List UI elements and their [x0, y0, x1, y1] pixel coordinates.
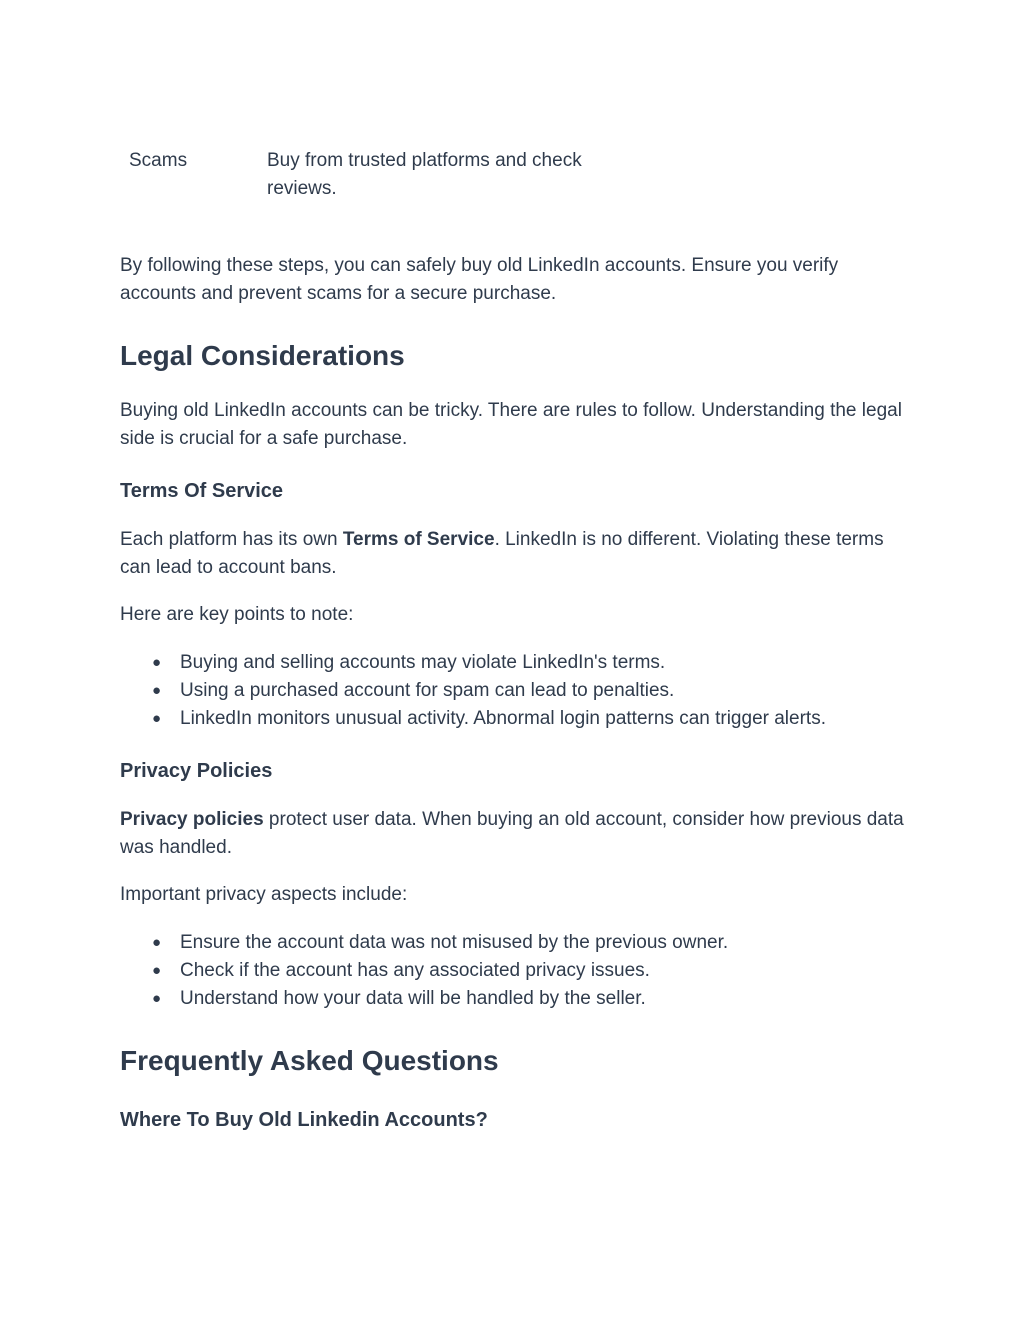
privacy-paragraph [120, 806, 910, 862]
bullet-icon: ● [152, 962, 162, 979]
tos-para-prefix: Each platform has its own [120, 529, 343, 550]
privacy-para-bold: Privacy policies [120, 809, 264, 830]
list-item [120, 677, 910, 705]
list-item-text: Ensure the account data was not misused by the previous owner. [180, 932, 729, 953]
faq-heading: Frequently Asked Questions [120, 1045, 499, 1076]
tos-para-bold: Terms of Service [342, 529, 495, 550]
privacy-lead: Important privacy aspects include: [120, 884, 408, 905]
tos-para-suffix: . LinkedIn is no different. Violating these terms can lead to account bans. [120, 529, 884, 578]
list-item [120, 957, 910, 985]
bullet-icon: ● [152, 934, 162, 951]
list-item-text: Using a purchased account for spam can lead to penalties. [180, 680, 675, 701]
table-row [120, 147, 640, 203]
tos-heading: Terms Of Service [120, 480, 284, 502]
legal-paragraph: Buying old LinkedIn accounts can be tricky. There are rules to follow. Understanding the legal side is crucial for a safe purchase. [120, 400, 902, 449]
bullet-icon: ● [152, 990, 162, 1007]
list-item [120, 985, 910, 1013]
list-item-text: Check if the account has any associated privacy issues. [180, 960, 650, 981]
intro-paragraph: By following these steps, you can safely buy old LinkedIn accounts. Ensure you verify accounts and prevent scams for a secure purchase. [120, 255, 839, 304]
list-item-text: LinkedIn monitors unusual activity. Abnormal login patterns can trigger alerts. [180, 708, 826, 729]
privacy-bullet-list [120, 929, 910, 1013]
bullet-icon: ● [152, 654, 162, 671]
list-item-text: Buying and selling accounts may violate LinkedIn's terms. [180, 652, 666, 673]
faq-question-1: Where To Buy Old Linkedin Accounts? [120, 1109, 488, 1131]
list-item [120, 649, 910, 677]
table-cell-issue: Scams [129, 150, 188, 171]
legal-heading: Legal Considerations [120, 340, 405, 371]
table-cell-solution: Buy from trusted platforms and check reviews. [267, 150, 582, 199]
list-item [120, 929, 910, 957]
bullet-icon: ● [152, 710, 162, 727]
tos-bullet-list [120, 649, 910, 733]
list-item [120, 705, 910, 733]
privacy-heading: Privacy Policies [120, 760, 273, 782]
list-item-text: Understand how your data will be handled by the seller. [180, 988, 646, 1009]
bullet-icon: ● [152, 682, 162, 699]
tos-lead: Here are key points to note: [120, 604, 354, 625]
privacy-para-suffix: protect user data. When buying an old account, consider how previous data was handled. [120, 809, 904, 858]
tos-paragraph [120, 526, 910, 582]
